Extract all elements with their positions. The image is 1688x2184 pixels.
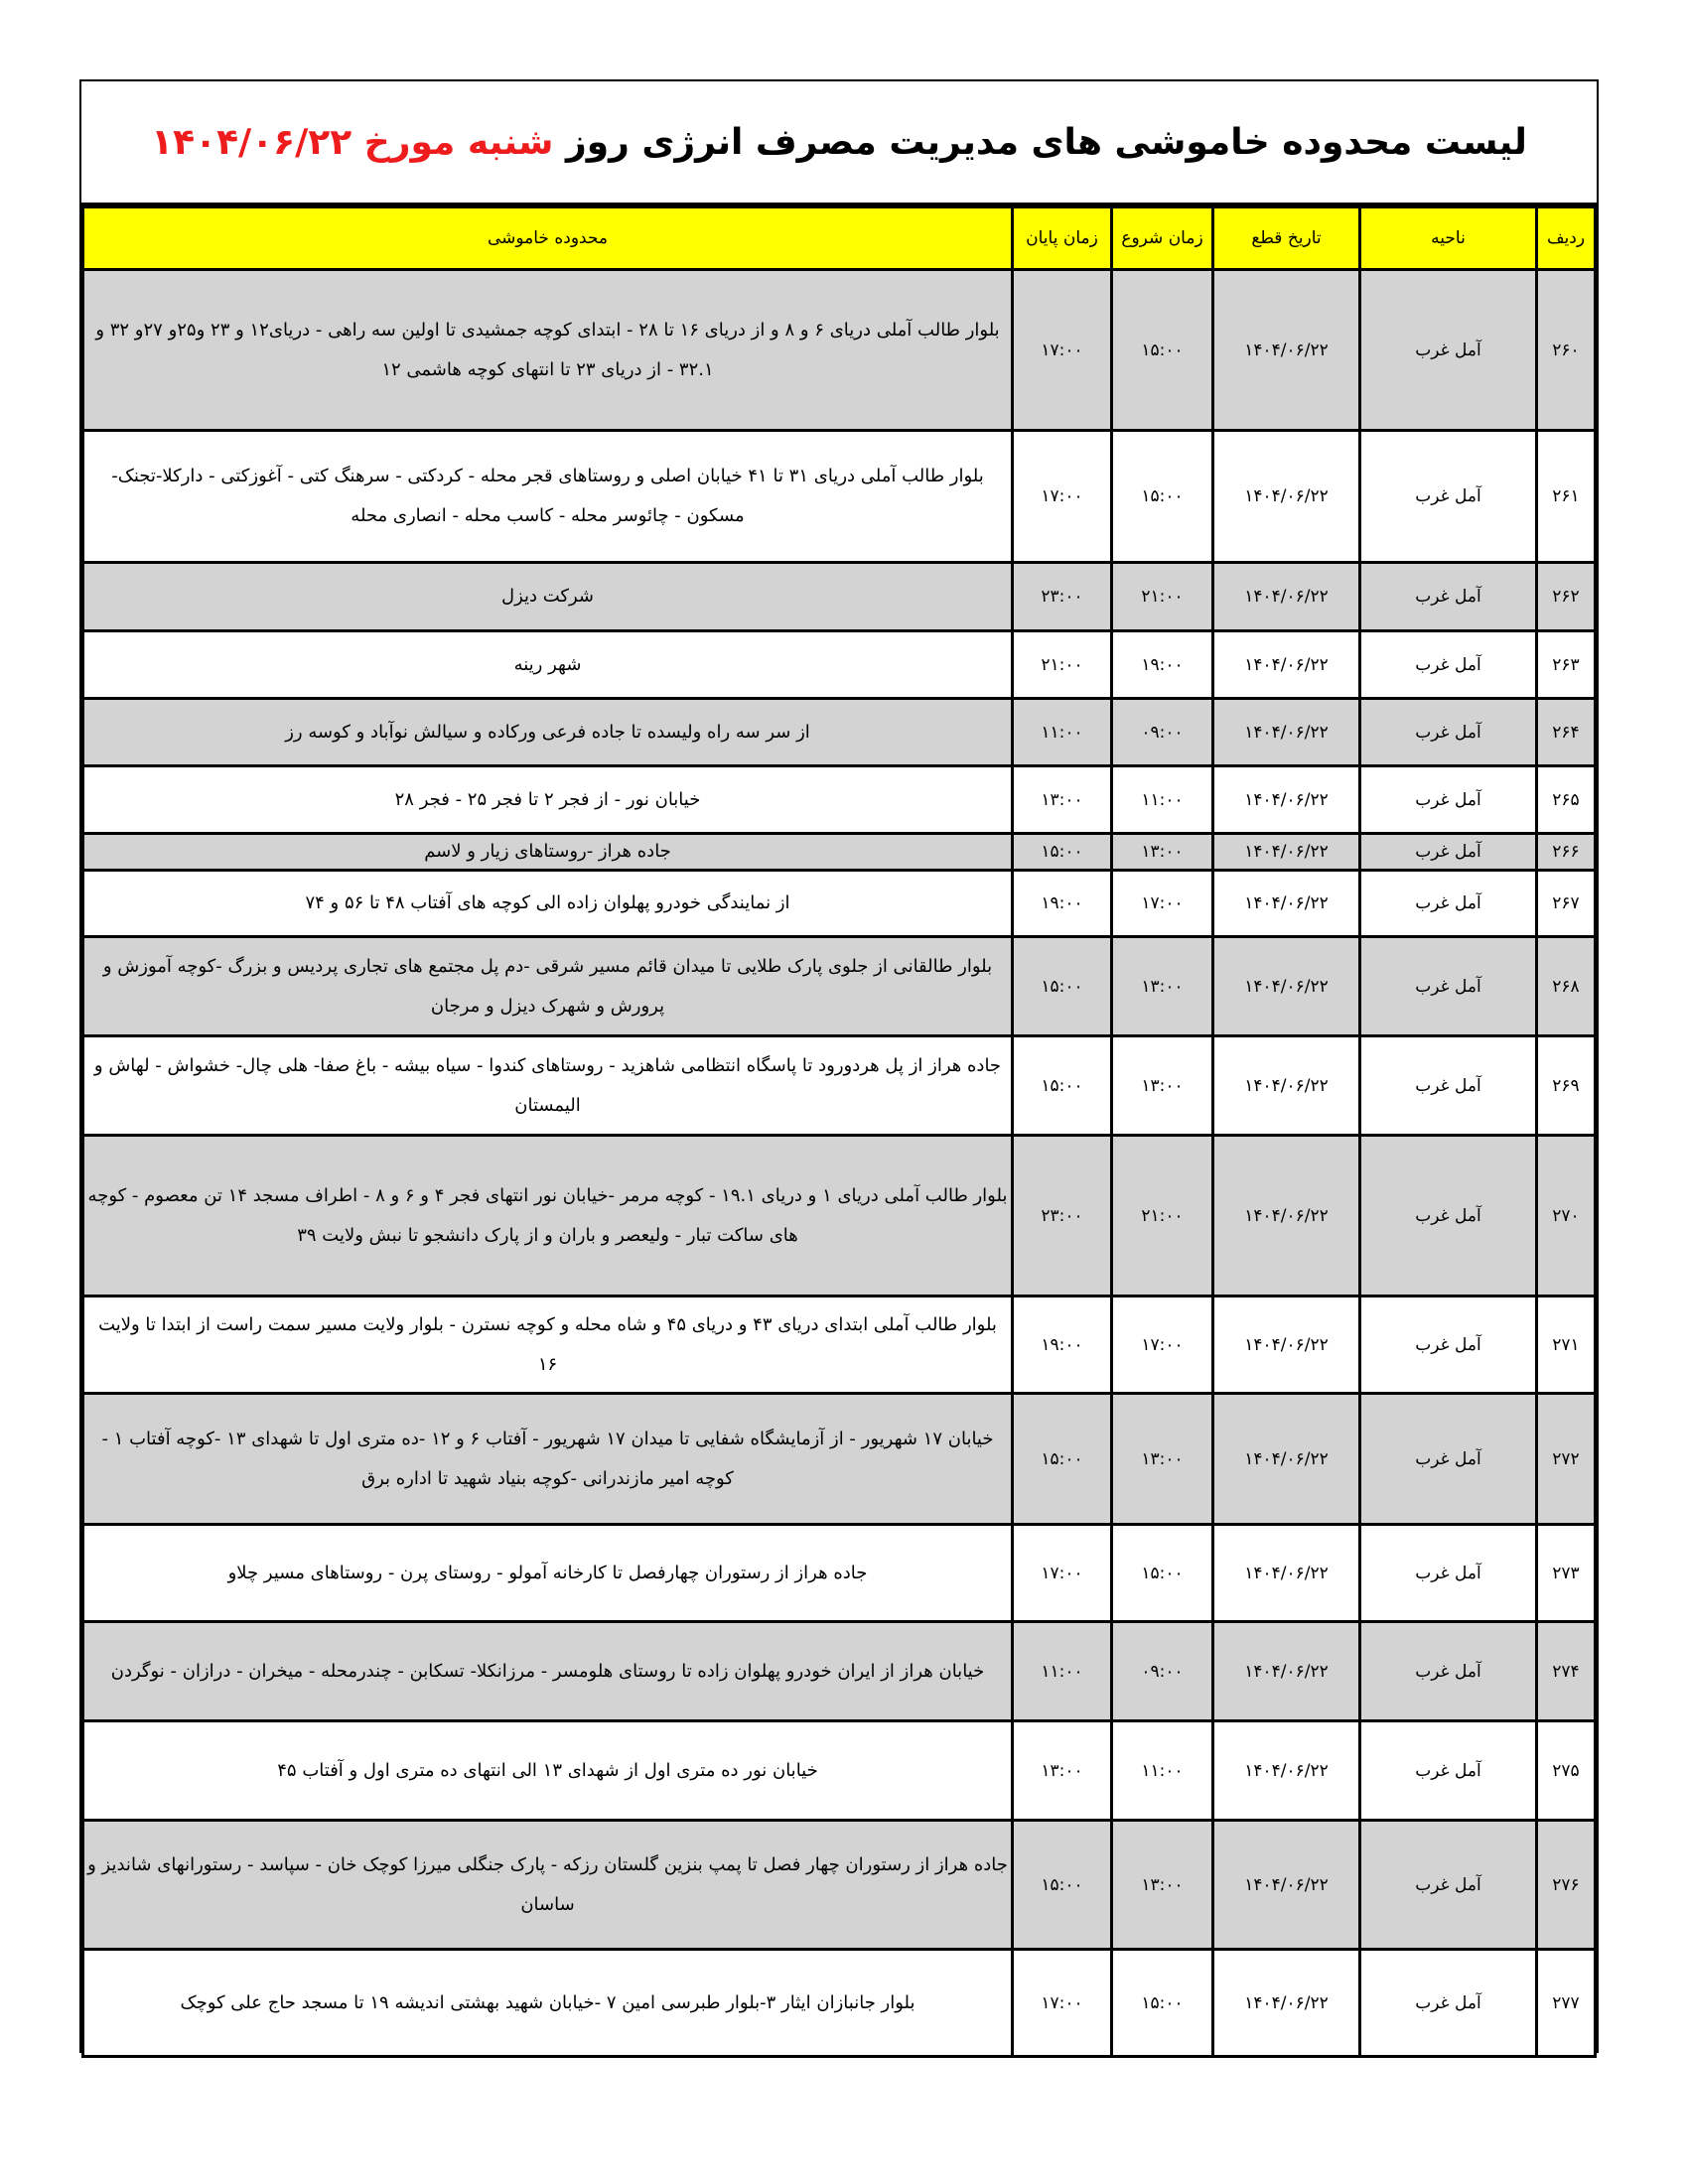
cell-row-no: ۲۶۷ [1537, 871, 1596, 937]
cell-district: آمل غرب [1360, 1394, 1537, 1525]
cell-start-time: ۱۳:۰۰ [1112, 1394, 1213, 1525]
cell-district: آمل غرب [1360, 871, 1537, 937]
cell-end-time: ۱۹:۰۰ [1013, 1297, 1112, 1394]
cell-district: آمل غرب [1360, 1950, 1537, 2057]
cell-outage-area: خیابان ۱۷ شهریور - از آزمایشگاه شفایی تا میدان ۱۷ شهریور - آفتاب ۶ و ۱۲ -ده متری اول تا شهدای ۱۳ -کوچه آفتاب ۱ - کوچه امیر مازندرانی -کوچه بنیاد شهید تا اداره برق [83, 1394, 1013, 1525]
cell-start-time: ۱۳:۰۰ [1112, 1821, 1213, 1950]
cell-date: ۱۴۰۴/۰۶/۲۲ [1213, 1950, 1360, 2057]
table-row [83, 937, 1596, 1036]
cell-row-no: ۲۷۷ [1537, 1950, 1596, 2057]
cell-date: ۱۴۰۴/۰۶/۲۲ [1213, 1525, 1360, 1622]
cell-outage-area: جاده هراز از رستوران چهارفصل تا کارخانه آمولو - روستای پرن - روستاهای مسیر چلاو [83, 1525, 1013, 1622]
cell-end-time: ۱۵:۰۰ [1013, 937, 1112, 1036]
cell-end-time: ۱۵:۰۰ [1013, 1394, 1112, 1525]
cell-date: ۱۴۰۴/۰۶/۲۲ [1213, 270, 1360, 431]
cell-end-time: ۱۳:۰۰ [1013, 766, 1112, 834]
cell-end-time: ۱۱:۰۰ [1013, 1622, 1112, 1721]
cell-row-no: ۲۷۲ [1537, 1394, 1596, 1525]
cell-end-time: ۱۷:۰۰ [1013, 1950, 1112, 2057]
cell-start-time: ۱۱:۰۰ [1112, 766, 1213, 834]
cell-outage-area: بلوار طالقانی از جلوی پارک طلایی تا میدان قائم مسیر شرقی -دم پل مجتمع های تجاری پردیس و بزرگ -کوچه آموزش و پرورش و شهرک دیزل و مرجان [83, 937, 1013, 1036]
cell-outage-area: بلوار طالب آملی دریای ۳۱ تا ۴۱ خیابان اصلی و روستاهای قجر محله - کردکتی - سرهنگ کتی - آغوزکتی - دارکلا-تجنک- مسکون - چائوسر محله - کاسب محله - انصاری محله [83, 431, 1013, 563]
table-row [83, 1394, 1596, 1525]
page-title [151, 122, 1527, 163]
cell-row-no: ۲۷۶ [1537, 1821, 1596, 1950]
cell-district: آمل غرب [1360, 1036, 1537, 1136]
table-row [83, 431, 1596, 563]
table-row [83, 1721, 1596, 1821]
cell-date: ۱۴۰۴/۰۶/۲۲ [1213, 1721, 1360, 1821]
cell-district: آمل غرب [1360, 1525, 1537, 1622]
cell-district: آمل غرب [1360, 766, 1537, 834]
table-row [83, 270, 1596, 431]
cell-end-time: ۲۱:۰۰ [1013, 631, 1112, 699]
cell-row-no: ۲۶۱ [1537, 431, 1596, 563]
table-row [83, 871, 1596, 937]
cell-date: ۱۴۰۴/۰۶/۲۲ [1213, 871, 1360, 937]
cell-end-time: ۱۳:۰۰ [1013, 1721, 1112, 1821]
cell-district: آمل غرب [1360, 270, 1537, 431]
cell-date: ۱۴۰۴/۰۶/۲۲ [1213, 937, 1360, 1036]
cell-outage-area: بلوار طالب آملی دریای ۶ و ۸ و از دریای ۱۶ تا ۲۸ - ابتدای کوچه جمشیدی تا اولین سه راهی - دریای۱۲ و ۲۳ و۲۵و ۲۷و ۳۲ و ۳۲.۱ - از دریای ۲۳ تا انتهای کوچه هاشمی ۱۲ [83, 270, 1013, 431]
cell-start-time: ۱۳:۰۰ [1112, 834, 1213, 871]
cell-row-no: ۲۶۰ [1537, 270, 1596, 431]
table-row [83, 1136, 1596, 1297]
header-outage-area: محدوده خاموشی [83, 207, 1013, 270]
cell-row-no: ۲۶۵ [1537, 766, 1596, 834]
cell-end-time: ۱۹:۰۰ [1013, 871, 1112, 937]
cell-outage-area: از سر سه راه ولیسده تا جاده فرعی ورکاده و سیالش نوآباد و کوسه رز [83, 699, 1013, 766]
cell-row-no: ۲۷۱ [1537, 1297, 1596, 1394]
cell-row-no: ۲۶۳ [1537, 631, 1596, 699]
cell-start-time: ۱۹:۰۰ [1112, 631, 1213, 699]
cell-row-no: ۲۶۹ [1537, 1036, 1596, 1136]
cell-start-time: ۱۳:۰۰ [1112, 1036, 1213, 1136]
cell-date: ۱۴۰۴/۰۶/۲۲ [1213, 834, 1360, 871]
document-frame [79, 79, 1599, 2053]
cell-start-time: ۱۵:۰۰ [1112, 1950, 1213, 2057]
cell-district: آمل غرب [1360, 1622, 1537, 1721]
cell-date: ۱۴۰۴/۰۶/۲۲ [1213, 1394, 1360, 1525]
cell-outage-area: بلوار جانبازان ایثار ۳-بلوار طبرسی امین ۷ -خیابان شهید بهشتی اندیشه ۱۹ تا مسجد حاج علی کوچک [83, 1950, 1013, 2057]
cell-outage-area: خیابان هراز از ایران خودرو پهلوان زاده تا روستای هلومسر - مرزانکلا- تسکابن - چندرمحله - میخران - درازان - نوگردن [83, 1622, 1013, 1721]
cell-row-no: ۲۶۲ [1537, 563, 1596, 631]
cell-date: ۱۴۰۴/۰۶/۲۲ [1213, 563, 1360, 631]
cell-row-no: ۲۷۳ [1537, 1525, 1596, 1622]
table-row [83, 1036, 1596, 1136]
table-row [83, 1821, 1596, 1950]
cell-outage-area: جاده هراز -روستاهای زیار و لاسم [83, 834, 1013, 871]
cell-district: آمل غرب [1360, 699, 1537, 766]
cell-district: آمل غرب [1360, 431, 1537, 563]
table-row [83, 834, 1596, 871]
cell-date: ۱۴۰۴/۰۶/۲۲ [1213, 699, 1360, 766]
cell-outage-area: از نمایندگی خودرو پهلوان زاده الی کوچه های آفتاب ۴۸ تا ۵۶ و ۷۴ [83, 871, 1013, 937]
cell-end-time: ۱۷:۰۰ [1013, 270, 1112, 431]
table-row [83, 631, 1596, 699]
cell-outage-area: بلوار طالب آملی ابتدای دریای ۴۳ و دریای ۴۵ و شاه محله و کوچه نسترن - بلوار ولایت مسیر سمت راست از ابتدا تا ولایت ۱۶ [83, 1297, 1013, 1394]
cell-start-time: ۲۱:۰۰ [1112, 563, 1213, 631]
cell-date: ۱۴۰۴/۰۶/۲۲ [1213, 1821, 1360, 1950]
cell-end-time: ۱۵:۰۰ [1013, 1036, 1112, 1136]
table-row [83, 699, 1596, 766]
title-date-highlight: شنبه مورخ ۱۴۰۴/۰۶/۲۲ [151, 121, 554, 163]
table-row [83, 1950, 1596, 2057]
table-row [83, 1622, 1596, 1721]
cell-outage-area: شهر رینه [83, 631, 1013, 699]
cell-row-no: ۲۶۸ [1537, 937, 1596, 1036]
cell-row-no: ۲۷۴ [1537, 1622, 1596, 1721]
cell-row-no: ۲۷۵ [1537, 1721, 1596, 1821]
header-end-time: زمان پایان [1013, 207, 1112, 270]
cell-date: ۱۴۰۴/۰۶/۲۲ [1213, 766, 1360, 834]
cell-date: ۱۴۰۴/۰۶/۲۲ [1213, 1136, 1360, 1297]
cell-row-no: ۲۶۴ [1537, 699, 1596, 766]
cell-outage-area: جاده هراز از رستوران چهار فصل تا پمپ بنزین گلستان رزکه - پارک جنگلی میرزا کوچک خان - سپاسد - رستورانهای شاندیز و ساسان [83, 1821, 1013, 1950]
table-row [83, 1297, 1596, 1394]
cell-date: ۱۴۰۴/۰۶/۲۲ [1213, 431, 1360, 563]
cell-start-time: ۲۱:۰۰ [1112, 1136, 1213, 1297]
cell-end-time: ۱۵:۰۰ [1013, 1821, 1112, 1950]
cell-start-time: ۱۳:۰۰ [1112, 937, 1213, 1036]
cell-end-time: ۲۳:۰۰ [1013, 563, 1112, 631]
table-row [83, 766, 1596, 834]
cell-row-no: ۲۷۰ [1537, 1136, 1596, 1297]
outage-table [81, 205, 1597, 2058]
cell-end-time: ۱۱:۰۰ [1013, 699, 1112, 766]
cell-date: ۱۴۰۴/۰۶/۲۲ [1213, 1036, 1360, 1136]
cell-end-time: ۱۷:۰۰ [1013, 431, 1112, 563]
cell-start-time: ۱۷:۰۰ [1112, 871, 1213, 937]
cell-start-time: ۰۹:۰۰ [1112, 699, 1213, 766]
cell-district: آمل غرب [1360, 1721, 1537, 1821]
cell-district: آمل غرب [1360, 1821, 1537, 1950]
cell-district: آمل غرب [1360, 1297, 1537, 1394]
cell-outage-area: جاده هراز از پل هردورود تا پاسگاه انتظامی شاهزید - روستاهای کندوا - سیاه بیشه - باغ صفا- هلی چال- خشواش - لهاش و الیمستان [83, 1036, 1013, 1136]
table-row [83, 1525, 1596, 1622]
cell-date: ۱۴۰۴/۰۶/۲۲ [1213, 631, 1360, 699]
cell-date: ۱۴۰۴/۰۶/۲۲ [1213, 1622, 1360, 1721]
title-main: لیست محدوده خاموشی های مدیریت مصرف انرژی روز [553, 121, 1527, 163]
cell-start-time: ۱۵:۰۰ [1112, 1525, 1213, 1622]
cell-end-time: ۱۷:۰۰ [1013, 1525, 1112, 1622]
header-district: ناحیه [1360, 207, 1537, 270]
cell-end-time: ۲۳:۰۰ [1013, 1136, 1112, 1297]
table-row [83, 563, 1596, 631]
cell-end-time: ۱۵:۰۰ [1013, 834, 1112, 871]
cell-row-no: ۲۶۶ [1537, 834, 1596, 871]
cell-outage-area: شرکت دیزل [83, 563, 1013, 631]
cell-start-time: ۰۹:۰۰ [1112, 1622, 1213, 1721]
header-date: تاریخ قطع [1213, 207, 1360, 270]
cell-start-time: ۱۵:۰۰ [1112, 431, 1213, 563]
cell-district: آمل غرب [1360, 1136, 1537, 1297]
cell-district: آمل غرب [1360, 834, 1537, 871]
cell-start-time: ۱۱:۰۰ [1112, 1721, 1213, 1821]
cell-district: آمل غرب [1360, 937, 1537, 1036]
cell-district: آمل غرب [1360, 563, 1537, 631]
cell-outage-area: بلوار طالب آملی دریای ۱ و دریای ۱۹.۱ - کوچه مرمر -خیابان نور انتهای فجر ۴ و ۶ و ۸ - اطراف مسجد ۱۴ تن معصوم - کوچه های ساکت تبار - ولیعصر و باران و از پارک دانشجو تا نبش ولایت ۳۹ [83, 1136, 1013, 1297]
cell-district: آمل غرب [1360, 631, 1537, 699]
cell-start-time: ۱۵:۰۰ [1112, 270, 1213, 431]
header-row-no: ردیف [1537, 207, 1596, 270]
cell-date: ۱۴۰۴/۰۶/۲۲ [1213, 1297, 1360, 1394]
table-header-row [83, 207, 1596, 270]
cell-outage-area: خیابان نور - از فجر ۲ تا فجر ۲۵ - فجر ۲۸ [83, 766, 1013, 834]
title-bar [81, 81, 1597, 205]
cell-outage-area: خیابان نور ده متری اول از شهدای ۱۳ الی انتهای ده متری اول و آفتاب ۴۵ [83, 1721, 1013, 1821]
cell-start-time: ۱۷:۰۰ [1112, 1297, 1213, 1394]
header-start-time: زمان شروع [1112, 207, 1213, 270]
